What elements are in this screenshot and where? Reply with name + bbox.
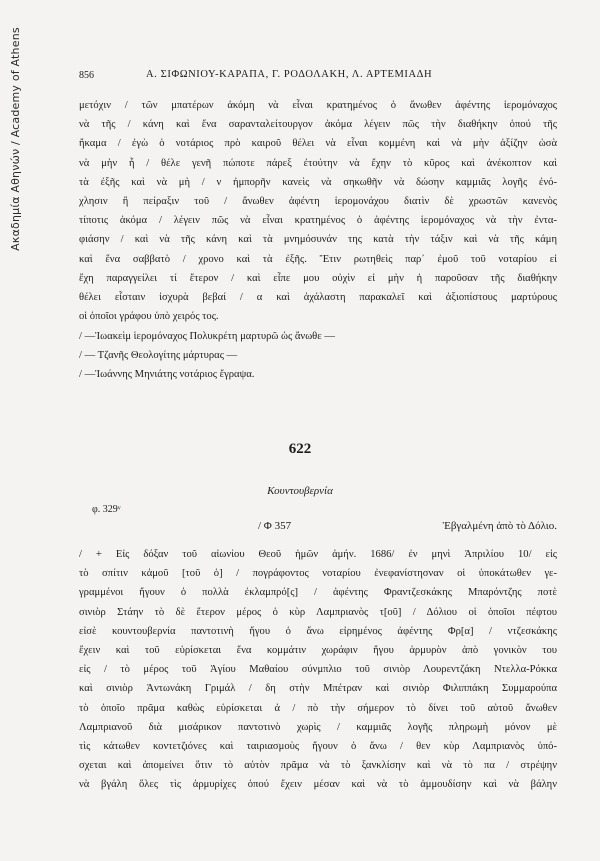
document-title: Κουντουβερνία (267, 485, 333, 497)
witness-signature: / —Ἰωακεὶμ ἱερομόναχος Πολυκρέτη μαρτυρῶ ὡς ἄνωθε — (79, 331, 335, 342)
text-line: καὶ ἕνα σαββατὸ / χρονο καὶ τὰ ἐξῆς. Ἔτιν ρωτηθεὶς παρ᾽ ἐμοῦ τοῦ νοταρίου εἰ (79, 253, 557, 265)
text-line: ἔχειν καὶ τοῦ εὑρίσκεται ἕνα κομμάτιν χωράφιν ἤγου ἁρμυρὸν ἀπὸ γονικὸν του (79, 645, 557, 657)
text-line: εἰσὲ κουντουβερνία παντοτινὴ ἤγου ὁ ἄνω εἰρημένος ἀφέντης Φρ[α] / ντζεσκάκης (79, 625, 557, 637)
text-line: καὶ σινιὸρ Ἀντωνάκη Γριμάλ / δη στὴν Μπέτραν καὶ σινιὸρ Φιλιππάκη Συμμαρούπα (79, 683, 557, 695)
text-line: τίποτις ἀκόμα / λέγειν πῶς νὰ εἶναι κρατημένος ὁ ἀφέντης ἱερομόναχος νὰ τὴν ἐντα- (79, 215, 557, 227)
text-line: τὶς κάτωθεν κοντετζιόνες καὶ ταιριασμοὺς ἤγουν ὁ ἄνω / θεν κὺρ Λαμπριανὸς ὑπό- (79, 741, 557, 753)
witness-signature: / —Ἰωάννης Μηνιάτης νοτάριος ἔγραψα. (79, 369, 255, 381)
text-line: Λαμπριανοῦ διὰ μισάρικον παντοτινὸ χωρὶς / καμμιᾶς λογῆς πληρωμὴ μόνον μὲ (79, 721, 557, 733)
text-line: ἔχη παραγγείλει τί ἕτερον / καὶ εἶπε μου οὐχὶν εἰ μὴν ἡ παροῦσαν τῆς διαθήκην (79, 272, 557, 284)
text-line: θέλει εἶσταιν ἰσχυρὰ βεβαί / α καὶ ἀχάλαστη παρακαλεῖ καὶ ἀξιοπίστους μαρτύρους (79, 292, 557, 304)
top-paragraph (79, 96, 557, 326)
text-line: ἤκαμα / ἐγὼ ὁ νοτάριος πρὸ καιροῦ θέλει νὰ εἶναι κομμένη καὶ νὰ μὴν ἀξίζην ὡσὰ (79, 138, 557, 150)
text-line: γραμμένοι ἤγουν ὁ πολλὰ ἐκλαμπρό[ς] / ἀφέντης Φραντζεσκάκης Μπαρόντζης ποτὲ (79, 587, 557, 599)
text-line: χλησιν ἢ πείραξιν τοῦ / ἄνωθεν ἀφέντη ἱερομονάχου διατὶν δὲ χρωστῶν κανενὸς (79, 196, 557, 208)
watermark: Ακαδημία Αθηνών / Academy of Athens (9, 27, 22, 251)
text-line: / + Εἰς δόξαν τοῦ αἰωνίου Θεοῦ ἡμῶν ἀμήν. 1686/ ἐν μηνὶ Ἀπριλίου 10/ εἰς (79, 549, 557, 560)
folio-reference: φ. 329ᵛ (92, 504, 121, 515)
text-line: φιάσην / καὶ νὰ τῆς κάνη καὶ τὰ μνημόσυνάν της κατὰ τὴν τάξιν καὶ νὰ τῆς κάμη (79, 234, 557, 246)
text-line: εἰς / τὸ μέρος τοῦ Ἁγίου Μαθαίου σύνμπλιο τοῦ σινιὸρ Λουρεντζάκη Ντελλα-Ρόκκα (79, 664, 557, 676)
text-line: σινιὸρ Στάην τὸ δὲ ἕτερον μέρος ὁ κὺρ Λαμπριανὸς τ[οῦ] / Δόλιου οἱ ὁποῖοι πέφτου (79, 606, 557, 618)
document-body (79, 545, 557, 795)
text-line: τὰ ἐξῆς καὶ νὰ μὴ / ν ἠμπορῆν κανεὶς νὰ σηκωθῆν νὰ δώσην καμμιᾶς λογῆς ἐνό- (79, 176, 557, 188)
text-line: μετόχιν / τῶν μπατέρων ἀκόμη νὰ εἶναι κρατημένος ὁ ἄνωθεν ἀφέντης ἱερομόναχος (79, 100, 557, 111)
document-number: 622 (288, 441, 312, 457)
witness-list (79, 327, 557, 385)
text-line: τὸ σπίτιν κἀμοῦ [τοῦ ὁ] / πογράφοντος νοταρίου ἐνεφανίστησναν οἱ ὑποκάτωθεν γε- (79, 568, 557, 580)
witness-signature: / — Τζανῆς Θεολογίτης μάρτυρας — (79, 350, 238, 362)
running-header: Α. ΣΙΦΩΝΙΟΥ-ΚΑΡΑΠΑ, Γ. ΡΟΔΟΛΑΚΗ, Λ. ΑΡΤΕΜΙΑΔΗ (146, 69, 433, 80)
source-note: Ἐβγαλμένη ἀπὸ τὸ Δόλιο. (442, 520, 557, 532)
text-line: νὰ τῆς / κάνη καὶ ἕνα σαρανταλείτουργον ἀκόμα λέγειν πῶς τὴν διαθήκην ὁπού τῆς (79, 119, 557, 131)
text-line: νὰ βγάλη ὅλες τὶς ἁρμυρίχες ὁπού ἔχειν μέσαν καὶ νὰ τὸ ἀμμουδίσην καὶ νὰ βάλην (79, 779, 557, 791)
text-line: σχεται καὶ ἀπομείνει ὅτιν τὸ αὐτὸν πρᾶμα νὰ τὸ ξανκλίσην καὶ νὰ τὸ πα / στρέψην (79, 760, 557, 772)
text-line: οἱ ὁποῖοι γράφου ὑπὸ χειρός τος. (79, 311, 219, 323)
text-line: τὸ ὁποῖο πρᾶμα καθὼς εὑρίσκεται ἀ / πὸ τὴν σήμερον τὸ δίνει τοῦ αὐτοῦ ἄνωθεν (79, 702, 557, 714)
page-number: 856 (79, 70, 94, 81)
text-line: νὰ μὴν ἦ / θέλε γενῆ πώποτε πάρεξ ἐτούτην νὰ ἔχην τὸ κῦρος καὶ ἀνέκοπτον καὶ (79, 157, 557, 169)
archive-reference: / Φ 357 (258, 520, 292, 532)
